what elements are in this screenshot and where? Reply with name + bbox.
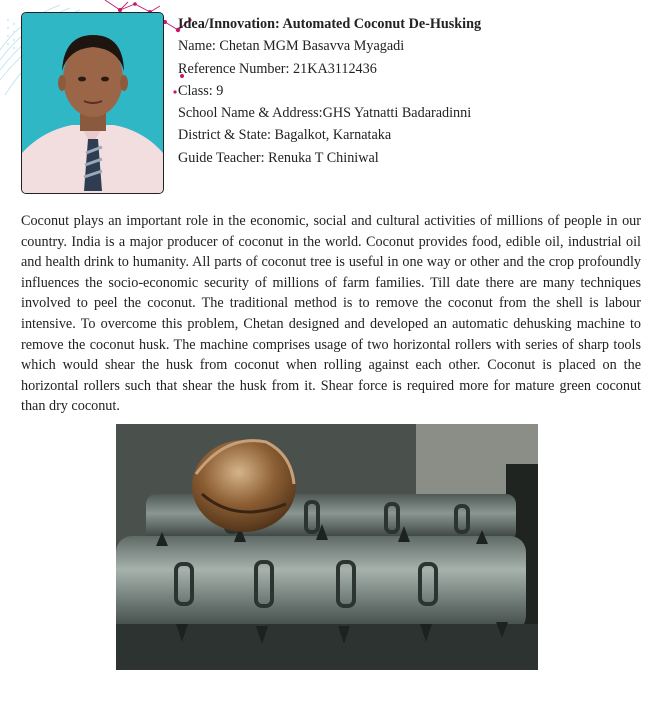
school-name: School Name & Address:GHS Yatnatti Badaradinni	[178, 105, 472, 122]
district-state: District & State: Bagalkot, Karnataka	[178, 127, 392, 144]
student-photo	[21, 12, 164, 194]
student-info	[178, 13, 481, 169]
dehusking-machine-photo	[116, 424, 538, 670]
guide-teacher: Guide Teacher: Renuka T Chiniwal	[178, 149, 379, 166]
student-class: Class: 9	[178, 82, 224, 99]
student-name: Name: Chetan MGM Basavva Myagadi	[178, 38, 405, 55]
description-paragraph: Coconut plays an important role in the economic, social and cultural activities of millions of people in our country. India is a major producer of coconut in the world. Coconut provides food, edible oil, industrial oil and health drink to humanity. All parts of coconut tree is useful in one way or other and the crop profoundly influences the socio-economic security of millions of farm families. Till date there are many techniques involved to peel the coconut. The traditional method is to remove the coconut from the shell is labour intensive. To overcome this problem, Chetan designed and developed an automatic dehusking machine to remove the coconut husk. The machine comprises usage of two horizontal rollers with series of sharp tools which would shear the husk from coconut when rolling against each other. Coconut is placed on the horizontal rollers such that shear the husk from it. Shear force is required more for mature green coconut than dry coconut.	[21, 213, 641, 415]
idea-title: Idea/Innovation: Automated Coconut De-Husking	[178, 16, 482, 32]
reference-number: Reference Number: 21KA3112436	[178, 60, 377, 77]
